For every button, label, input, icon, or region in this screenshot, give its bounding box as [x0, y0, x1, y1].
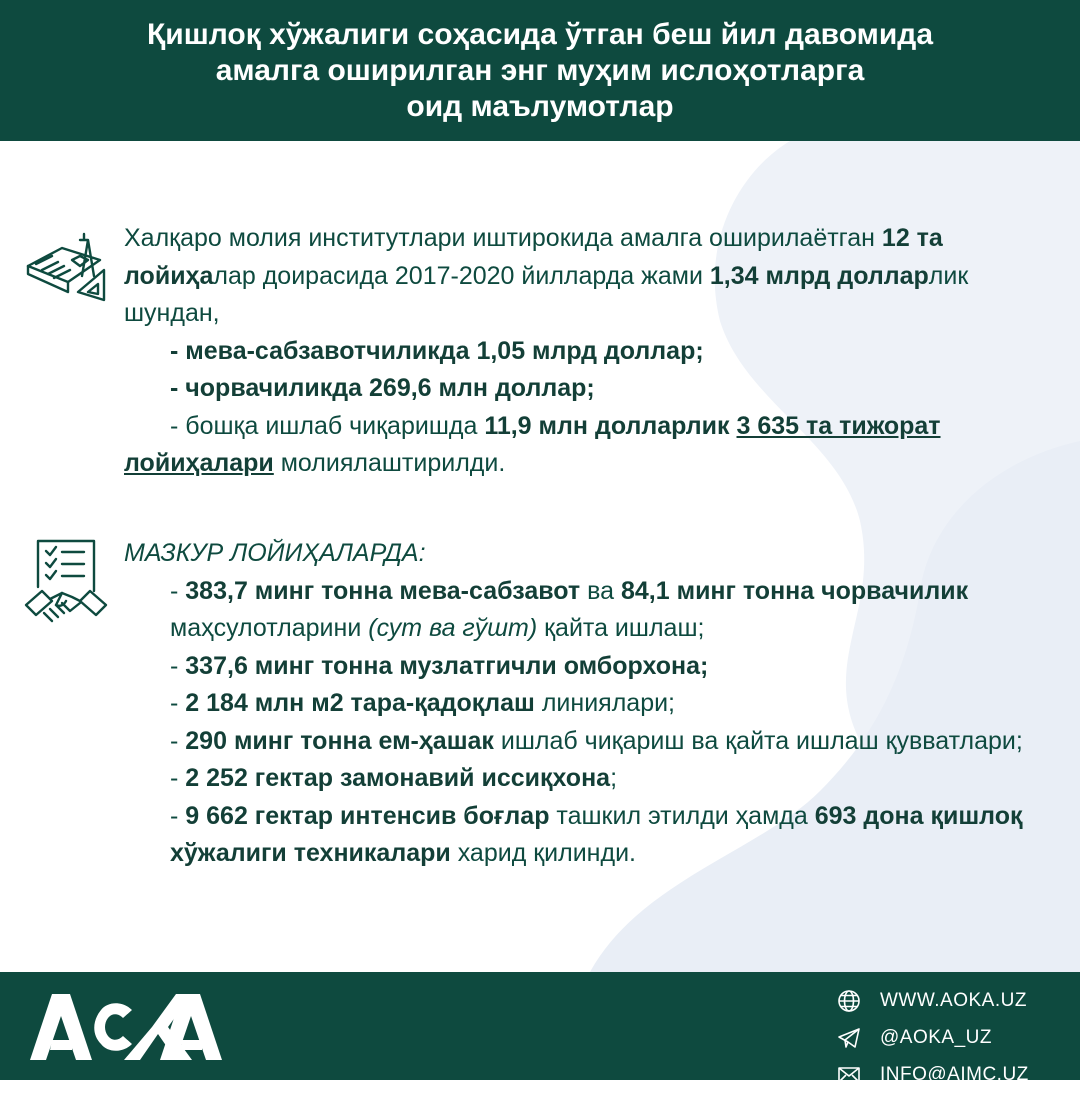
list-item-cold-storage — [170, 648, 1044, 686]
aoka-logo — [26, 990, 226, 1064]
list-item-horticulture: - мева-сабзавотчиликда 1,05 млрд доллар; — [170, 336, 704, 365]
email-link[interactable]: INFO@AIMC.UZ — [880, 1063, 1029, 1085]
fruit-veg-tonnage: 383,7 минг тонна мева-сабзавот — [185, 576, 581, 605]
total-amount: 1,34 млрд доллар — [709, 261, 929, 290]
list-item-feed — [170, 723, 1044, 761]
contact-email[interactable] — [836, 1056, 1076, 1093]
projects-list — [124, 573, 1044, 873]
feed-text: ишлаб чиқариш ва қайта ишлаш қувватлари; — [493, 726, 1023, 755]
list-item-processing — [170, 573, 1044, 648]
milk-meat-note: (сут ва гўшт) — [368, 614, 538, 642]
livestock-tonnage: 84,1 минг тонна чорвачилик — [620, 576, 969, 605]
dash: - — [170, 576, 186, 605]
contact-telegram[interactable] — [836, 1019, 1076, 1056]
intro-text-3: лик шундан, — [124, 261, 969, 327]
title-line-2: амалга оширилган энг муҳим ислоҳотларга — [215, 53, 865, 87]
projects-text — [124, 535, 1044, 873]
page-title — [60, 17, 1020, 125]
other-text-2: молиялаштирилди. — [273, 449, 506, 477]
products-text: маҳсулотларини — [170, 614, 369, 642]
telegram-icon — [836, 1025, 862, 1051]
header-banner — [0, 0, 1080, 141]
packaging-volume: 2 184 млн м2 тара-қадоқлаш — [185, 689, 535, 717]
orchard-text: ташкил этилди ҳамда — [549, 801, 815, 830]
handshake-checklist-icon — [22, 535, 112, 625]
feed-tonnage: 290 минг тонна ем-ҳашак — [185, 726, 494, 755]
website-link[interactable]: WWW.AOKA.UZ — [880, 989, 1027, 1011]
financing-intro — [124, 220, 1044, 333]
projects-count: 12 та лойиҳа — [124, 224, 943, 290]
telegram-link[interactable]: @AOKA_UZ — [880, 1026, 992, 1048]
dash: - — [170, 651, 186, 680]
list-item-other — [124, 408, 1044, 483]
other-amount: 11,9 млн долларлик — [484, 411, 737, 440]
dash: - — [170, 764, 186, 792]
cold-storage-capacity: 337,6 минг тонна музлатгичли омборхона; — [185, 651, 709, 680]
semicolon: ; — [610, 764, 618, 792]
title-line-3: оид маълумотлар — [406, 89, 674, 123]
greenhouse-area: 2 252 гектар замонавий иссиқхона — [185, 764, 611, 792]
title-line-1: Қишлоқ хўжалиги соҳасида ўтган беш йил давомида — [146, 17, 934, 51]
commercial-projects: 3 635 та тижорат лойиҳалари — [124, 411, 941, 477]
dash: - — [170, 726, 186, 755]
processing-text: қайта ишлаш; — [537, 614, 705, 642]
dash: - — [170, 689, 186, 717]
financing-text — [124, 220, 1044, 483]
purchase-text: харид қилинди. — [450, 839, 636, 867]
blueprint-icon — [22, 226, 112, 316]
intro-text-1: Халқаро молия институтлари иштирокида амалга оширилаётган — [124, 224, 875, 252]
intro-text-2: лар доирасида 2017-2020 йилларда жами — [213, 261, 710, 290]
other-text-1: - бошқа ишлаб чиқаришда — [170, 411, 485, 440]
dash: - — [170, 801, 186, 830]
list-item-packaging — [170, 685, 1044, 723]
projects-heading: МАЗКУР ЛОЙИҲАЛАРДА: — [124, 539, 426, 567]
conj-text: ва — [580, 576, 621, 605]
contact-website[interactable] — [836, 982, 1076, 1019]
list-item-livestock: - чорвачиликда 269,6 млн доллар; — [170, 374, 595, 402]
list-item-orchards — [170, 798, 1044, 873]
orchard-area: 9 662 гектар интенсив боғлар — [185, 801, 550, 830]
list-item-greenhouse — [170, 760, 1044, 798]
mail-icon — [836, 1062, 862, 1088]
footer — [0, 972, 1080, 1085]
machinery-count: 693 дона қишлоқ хўжалиги техникалари — [170, 801, 1023, 867]
lines-text: линиялари; — [534, 689, 676, 717]
contacts — [836, 982, 1076, 1093]
globe-icon — [836, 988, 862, 1014]
